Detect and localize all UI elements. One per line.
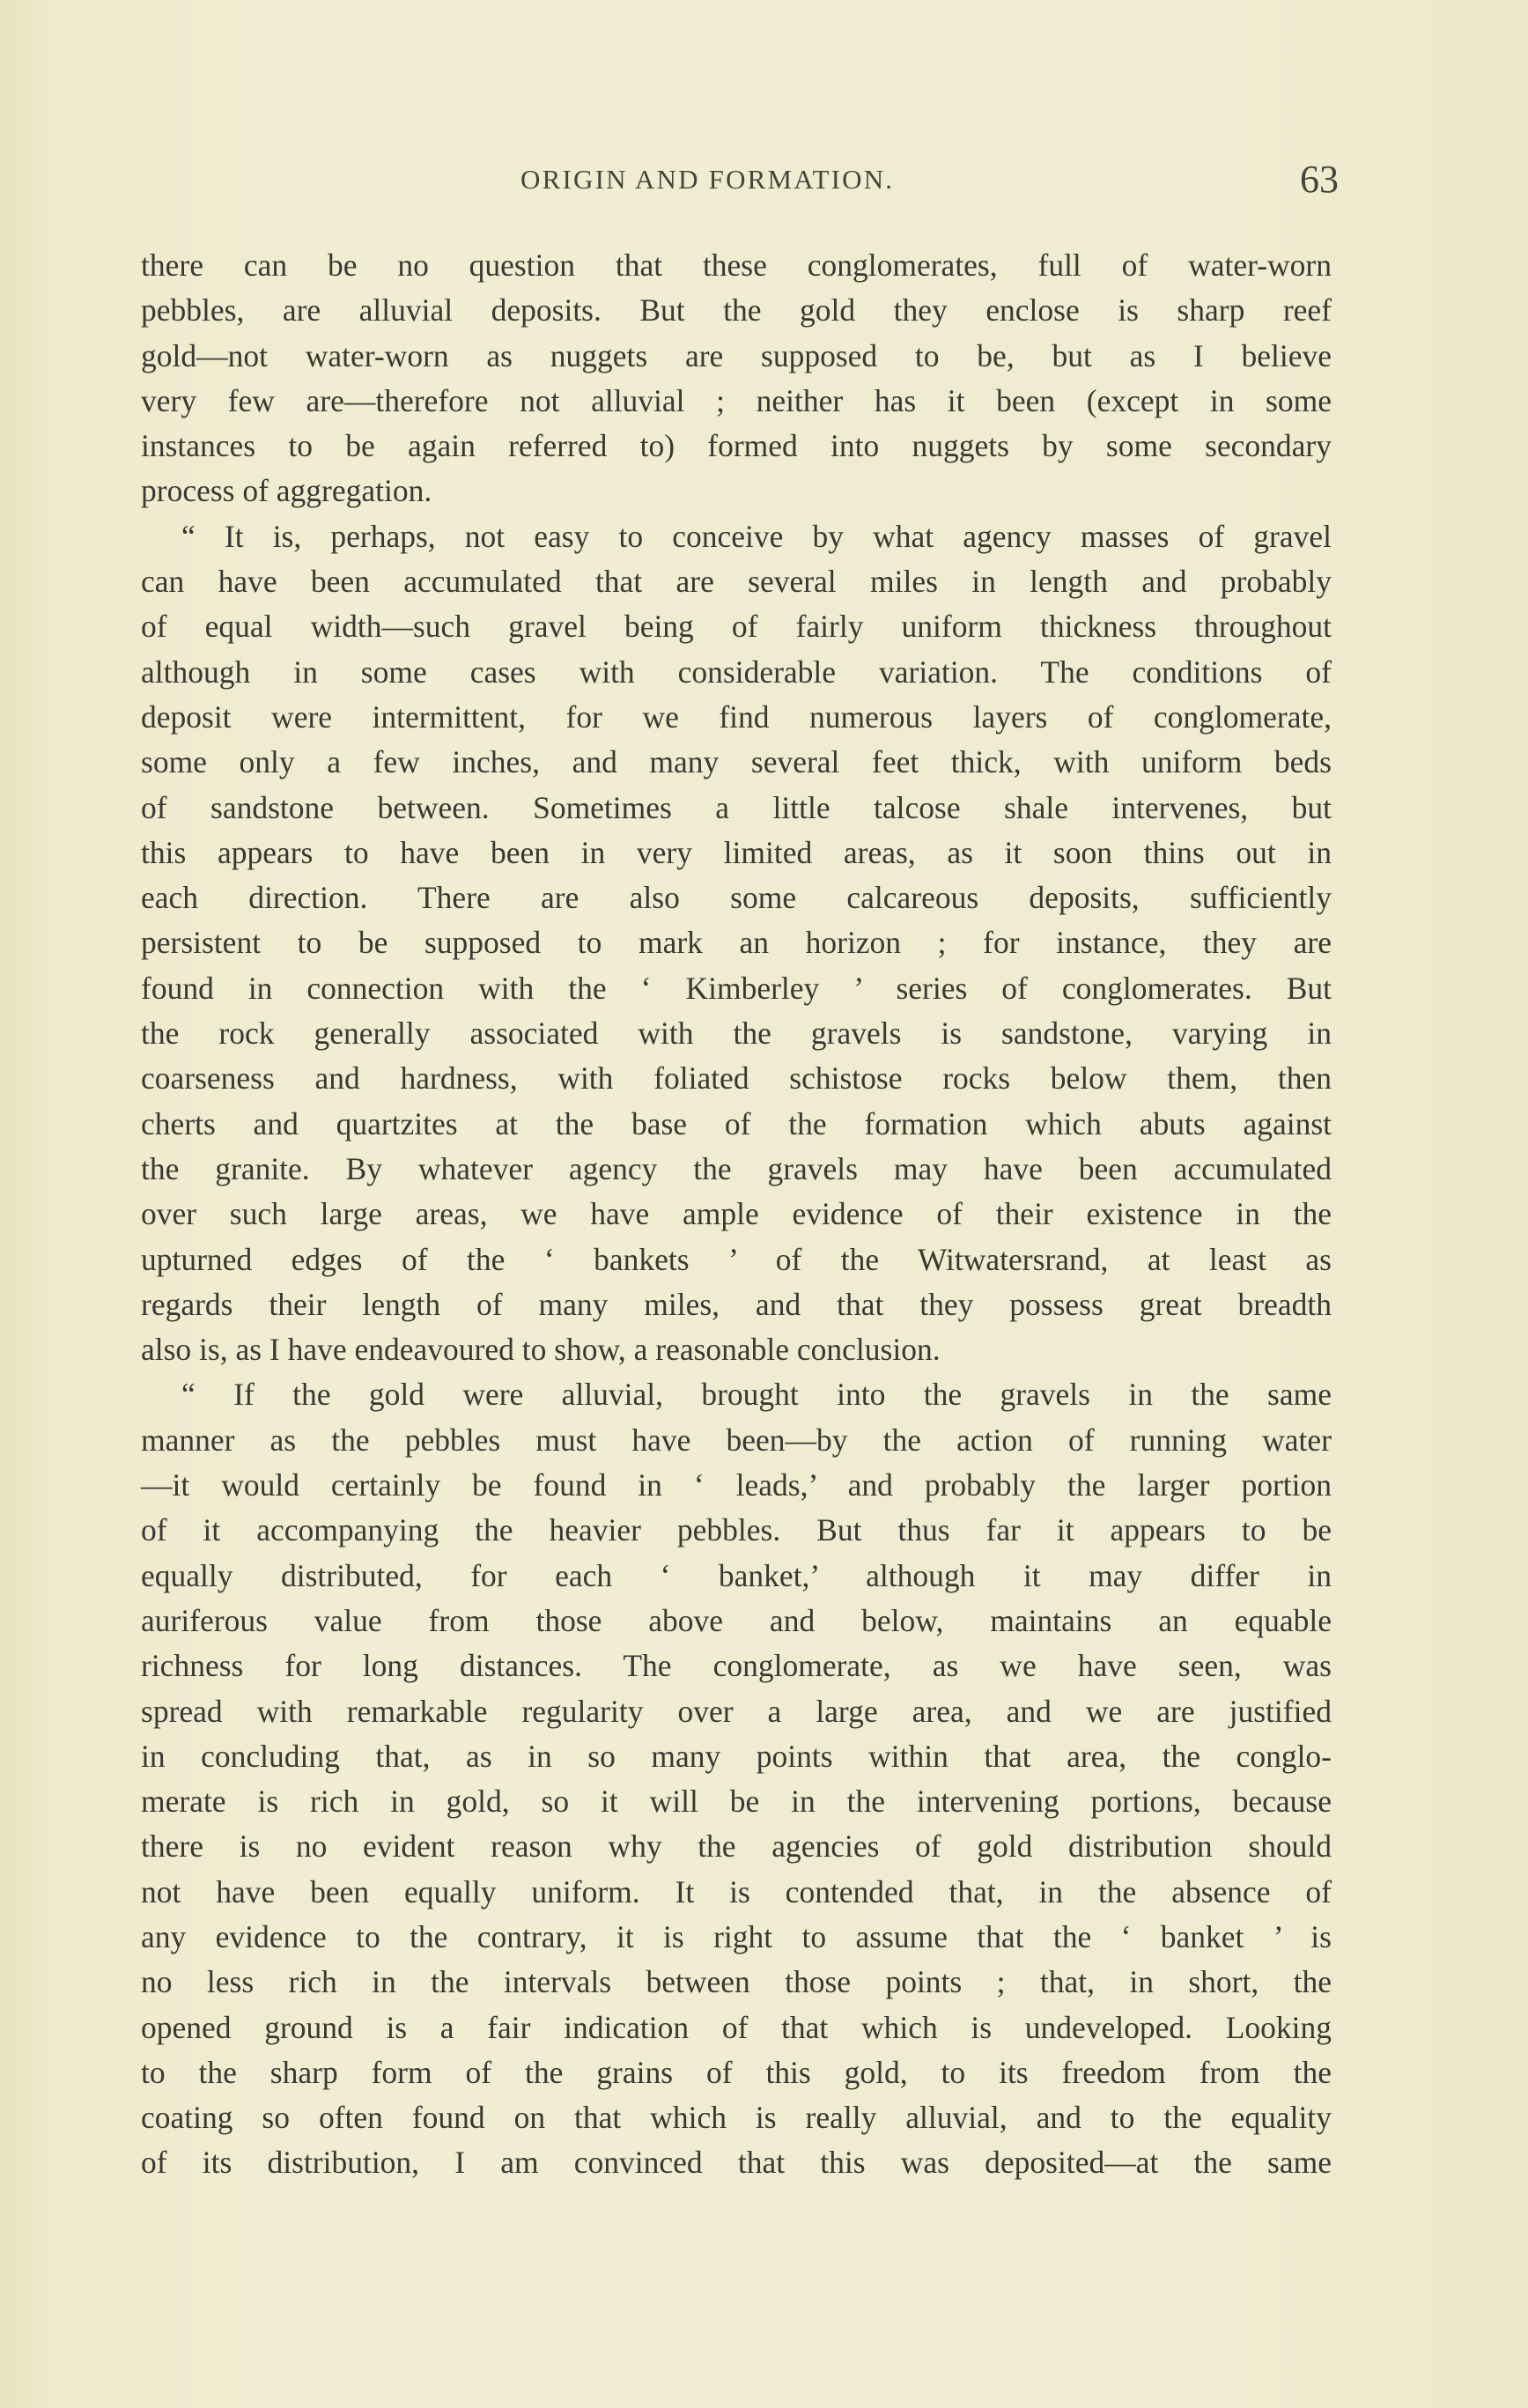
text-line: spread with remarkable regularity over a large area, and we are justified xyxy=(141,1693,1332,1729)
text-line: “ It is, perhaps, not easy to conceive by what agency masses of gravel xyxy=(181,518,1332,554)
text-line: of sandstone between. Sometimes a little talcose shale intervenes, but xyxy=(141,789,1332,825)
text-line: to the sharp form of the grains of this gold, to its freedom from the xyxy=(141,2054,1332,2090)
text-line: “ If the gold were alluvial, brought into the gravels in the same xyxy=(181,1377,1332,1413)
text-line: some only a few inches, and many several feet thick, with uniform beds xyxy=(141,744,1332,780)
text-line: manner as the pebbles must have been—by the action of running water xyxy=(141,1422,1332,1458)
text-line: the rock generally associated with the gravels is sandstone, varying in xyxy=(141,1016,1332,1052)
text-line: regards their length of many miles, and that they possess great breadth xyxy=(141,1286,1332,1322)
running-head xyxy=(141,160,1347,204)
text-line: this appears to have been in very limited areas, as it soon thins out in xyxy=(141,834,1332,870)
text-line: not have been equally uniform. It is contended that, in the absence of xyxy=(141,1873,1332,1909)
text-line: persistent to be supposed to mark an horizon ; for instance, they are xyxy=(141,925,1332,961)
text-line: of equal width—such gravel being of fairly uniform thickness throughout xyxy=(141,609,1332,645)
paragraph xyxy=(141,1372,1332,2185)
body-text xyxy=(141,243,1332,2186)
text-line: there can be no question that these conglomerates, full of water-worn xyxy=(141,247,1332,283)
running-title: ORIGIN AND FORMATION. xyxy=(520,164,895,195)
text-line: there is no evident reason why the agencies of gold distribution should xyxy=(141,1828,1332,1865)
text-line: —it would certainly be found in ‘ leads,’ and probably the larger portion xyxy=(141,1467,1332,1503)
text-line: of it accompanying the heavier pebbles. But thus far it appears to be xyxy=(141,1512,1332,1548)
text-line: upturned edges of the ‘ bankets ’ of the Witwatersrand, at least as xyxy=(141,1241,1332,1277)
text-line: richness for long distances. The conglomerate, as we have seen, was xyxy=(141,1648,1332,1684)
text-line: can have been accumulated that are several miles in length and probably xyxy=(141,564,1332,600)
text-line: auriferous value from those above and below, maintains an equable xyxy=(141,1602,1332,1638)
text-line: each direction. There are also some calcareous deposits, sufficiently xyxy=(141,880,1332,916)
text-line: deposit were intermittent, for we find numerous layers of conglomerate, xyxy=(141,698,1332,735)
text-line: cherts and quartzites at the base of the formation which abuts against xyxy=(141,1105,1332,1141)
text-line: any evidence to the contrary, it is right to assume that the ‘ banket ’ is xyxy=(141,1918,1332,1954)
text-line: coarseness and hardness, with foliated schistose rocks below them, then xyxy=(141,1060,1332,1097)
text-line: pebbles, are alluvial deposits. But the gold they enclose is sharp reef xyxy=(141,292,1332,329)
text-line: gold—not water-worn as nuggets are supposed to be, but as I believe xyxy=(141,337,1332,373)
text-line: merate is rich in gold, so it will be in the intervening portions, because xyxy=(141,1784,1332,1820)
text-line: also is, as I have endeavoured to show, a reasonable conclusion. xyxy=(141,1332,941,1368)
text-line: the granite. By whatever agency the gravels may have been accumulated xyxy=(141,1150,1332,1186)
paragraph xyxy=(141,514,1332,1373)
text-line: although in some cases with considerable variation. The conditions of xyxy=(141,654,1332,690)
text-line: over such large areas, we have ample evidence of their existence in the xyxy=(141,1196,1332,1232)
text-line: coating so often found on that which is really alluvial, and to the equality xyxy=(141,2100,1332,2136)
text-line: found in connection with the ‘ Kimberley ’ series of conglomerates. But xyxy=(141,970,1332,1006)
text-line: instances to be again referred to) formed into nuggets by some secondary xyxy=(141,428,1332,464)
text-line: in concluding that, as in so many points within that area, the conglo- xyxy=(141,1738,1332,1774)
paragraph xyxy=(141,243,1332,514)
text-line: of its distribution, I am convinced that this was deposited—at the same xyxy=(141,2145,1332,2181)
text-line: process of aggregation. xyxy=(141,473,432,509)
text-line: opened ground is a fair indication of that which is undeveloped. Looking xyxy=(141,2009,1332,2045)
text-line: very few are—therefore not alluvial ; neither has it been (except in some xyxy=(141,382,1332,418)
text-line: equally distributed, for each ‘ banket,’ although it may differ in xyxy=(141,1557,1332,1593)
text-line: no less rich in the intervals between those points ; that, in short, the xyxy=(141,1964,1332,2000)
page-number: 63 xyxy=(1300,158,1339,201)
